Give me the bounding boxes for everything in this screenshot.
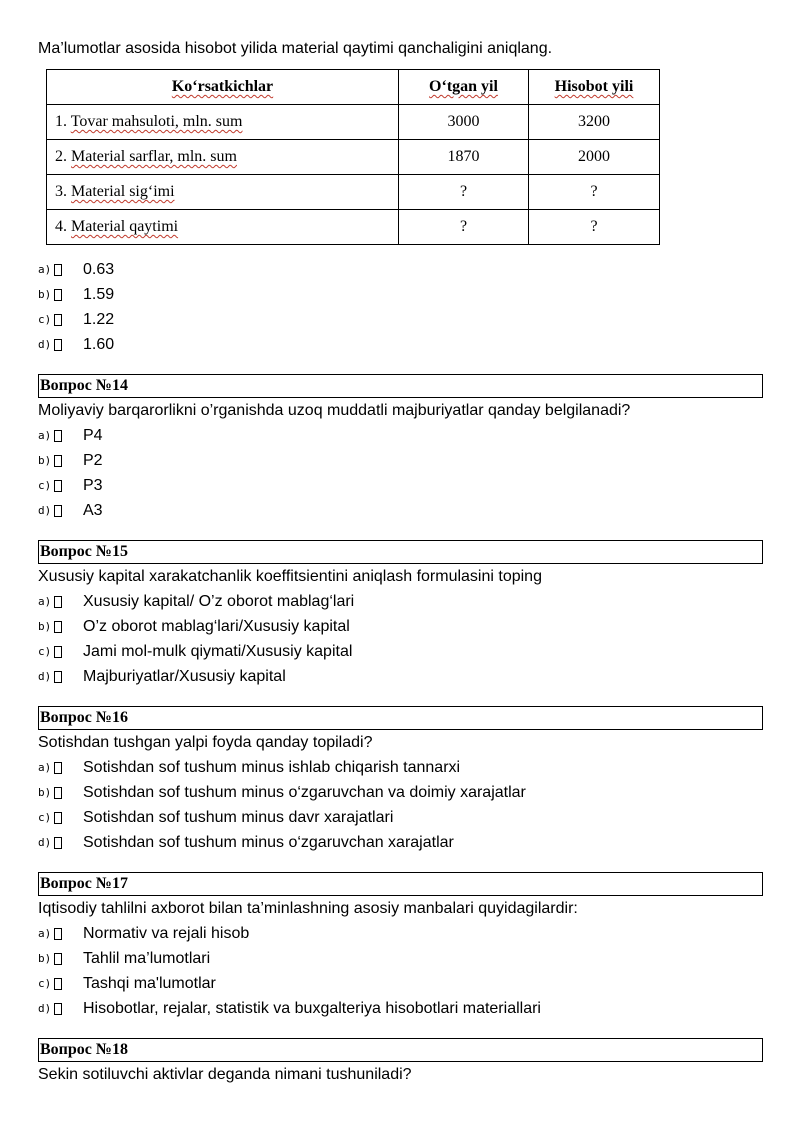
option-letter: c) (38, 645, 52, 658)
answer-option[interactable] (38, 282, 765, 307)
answer-option[interactable] (38, 996, 765, 1021)
checkbox-icon[interactable] (54, 596, 62, 608)
checkbox-icon[interactable] (54, 646, 62, 658)
option-text: 1.60 (83, 335, 115, 353)
option-letter: a) (38, 429, 52, 442)
option-text: Sotishdan sof tushum minus davr xarajatlari (83, 808, 394, 826)
question-text: Moliyaviy barqarorlikni o’rganishda uzoq muddatli majburiyatlar qanday belgilanadi? (38, 402, 631, 419)
table-row (47, 210, 660, 245)
option-letter: b) (38, 620, 52, 633)
row-prev: 1870 (399, 140, 529, 175)
option-letter: a) (38, 927, 52, 940)
row-label: Material qaytimi (71, 218, 179, 235)
row-label: Material sarflar, mln. sum (71, 148, 237, 165)
data-table (46, 69, 660, 245)
row-curr: 2000 (529, 140, 660, 175)
header-report-year: Hisobot yili (554, 78, 634, 95)
checkbox-icon[interactable] (54, 505, 62, 517)
option-letter: d) (38, 504, 52, 517)
document-page (38, 38, 765, 1087)
option-text: Sotishdan sof tushum minus o‘zgaruvchan va doimiy xarajatlar (83, 783, 526, 801)
answer-option[interactable] (38, 830, 765, 855)
option-text: P2 (83, 451, 103, 469)
checkbox-icon[interactable] (54, 812, 62, 824)
row-curr: 3200 (529, 105, 660, 140)
answer-option[interactable] (38, 332, 765, 357)
header-prev-year: O‘tgan yil (429, 78, 498, 95)
intro-question: Ma’lumotlar asosida hisobot yilida material qaytimi qanchaligini aniqlang. (38, 40, 553, 57)
option-letter: c) (38, 479, 52, 492)
answer-option[interactable] (38, 257, 765, 282)
question-header: Вопрос №17 (38, 872, 763, 896)
option-text: 1.22 (83, 310, 115, 328)
row-prev: 3000 (399, 105, 529, 140)
row-curr: ? (529, 210, 660, 245)
answer-option[interactable] (38, 448, 765, 473)
table-row (47, 140, 660, 175)
checkbox-icon[interactable] (54, 314, 62, 326)
option-text: 0.63 (83, 260, 115, 278)
option-text: Sotishdan sof tushum minus ishlab chiqarish tannarxi (83, 758, 461, 776)
row-label: Tovar mahsuloti, mln. sum (70, 113, 243, 130)
answer-option[interactable] (38, 498, 765, 523)
table-row (47, 175, 660, 210)
row-prev: ? (399, 175, 529, 210)
option-text: 1.59 (83, 285, 115, 303)
option-letter: d) (38, 836, 52, 849)
option-letter: c) (38, 313, 52, 326)
option-letter: a) (38, 595, 52, 608)
answer-option[interactable] (38, 614, 765, 639)
checkbox-icon[interactable] (54, 978, 62, 990)
question-header: Вопрос №16 (38, 706, 763, 730)
answer-option[interactable] (38, 780, 765, 805)
option-letter: a) (38, 263, 52, 276)
option-text: Normativ va rejali hisob (83, 924, 250, 942)
intro-options (38, 257, 765, 357)
answer-option[interactable] (38, 473, 765, 498)
question-block-14 (38, 374, 765, 523)
answer-option[interactable] (38, 589, 765, 614)
question-block-17 (38, 872, 765, 1021)
option-text: P4 (83, 426, 103, 444)
answer-option[interactable] (38, 664, 765, 689)
answer-option[interactable] (38, 307, 765, 332)
question-text: Sotishdan tushgan yalpi foyda qanday topiladi? (38, 734, 373, 751)
option-text: A3 (83, 501, 103, 519)
question-text: Xususiy kapital xarakatchanlik koeffitsientini aniqlash formulasini toping (38, 568, 542, 585)
option-text: O’z oborot mablag‘lari/Xususiy kapital (83, 617, 350, 635)
row-label: Material sig‘imi (71, 183, 175, 200)
answer-option[interactable] (38, 755, 765, 780)
option-text: Xususiy kapital/ O’z oborot mablag‘lari (83, 592, 355, 610)
option-letter: d) (38, 338, 52, 351)
option-letter: b) (38, 952, 52, 965)
option-letter: d) (38, 670, 52, 683)
table-header-row (47, 70, 660, 105)
option-text: P3 (83, 476, 103, 494)
option-text: Tahlil ma’lumotlari (83, 949, 211, 967)
checkbox-icon[interactable] (54, 264, 62, 276)
answer-option[interactable] (38, 946, 765, 971)
option-letter: c) (38, 977, 52, 990)
checkbox-icon[interactable] (54, 289, 62, 301)
option-letter: a) (38, 761, 52, 774)
checkbox-icon[interactable] (54, 480, 62, 492)
row-prev: ? (399, 210, 529, 245)
option-text: Jami mol-mulk qiymati/Xususiy kapital (83, 642, 353, 660)
option-text: Majburiyatlar/Xususiy kapital (83, 667, 286, 685)
checkbox-icon[interactable] (54, 837, 62, 849)
answer-option[interactable] (38, 921, 765, 946)
header-indicators: Ko‘rsatkichlar (171, 78, 274, 95)
option-letter: d) (38, 1002, 52, 1015)
answer-option[interactable] (38, 423, 765, 448)
question-header: Вопрос №15 (38, 540, 763, 564)
checkbox-icon[interactable] (54, 430, 62, 442)
row-curr: ? (529, 175, 660, 210)
checkbox-icon[interactable] (54, 339, 62, 351)
row-number: 2. (55, 148, 67, 165)
checkbox-icon[interactable] (54, 928, 62, 940)
option-text: Sotishdan sof tushum minus o‘zgaruvchan xarajatlar (83, 833, 454, 851)
question-text: Sekin sotiluvchi aktivlar deganda nimani tushuniladi? (38, 1066, 412, 1083)
option-letter: c) (38, 811, 52, 824)
checkbox-icon[interactable] (54, 787, 62, 799)
row-number: 4. (55, 218, 67, 235)
question-block-18 (38, 1038, 765, 1086)
question-text: Iqtisodiy tahlilni axborot bilan ta’minlashning asosiy manbalari quyidagilardir: (38, 900, 578, 917)
checkbox-icon[interactable] (54, 621, 62, 633)
table-row (47, 105, 660, 140)
checkbox-icon[interactable] (54, 953, 62, 965)
question-block-16 (38, 706, 765, 855)
row-number: 3. (55, 183, 67, 200)
option-text: Tashqi ma'lumotlar (83, 974, 216, 992)
answer-option[interactable] (38, 971, 765, 996)
checkbox-icon[interactable] (54, 455, 62, 467)
answer-option[interactable] (38, 639, 765, 664)
question-header: Вопрос №14 (38, 374, 763, 398)
question-block-15 (38, 540, 765, 689)
answer-option[interactable] (38, 805, 765, 830)
option-text: Hisobotlar, rejalar, statistik va buxgalteriya hisobotlari materiallari (83, 999, 541, 1017)
option-letter: b) (38, 786, 52, 799)
option-letter: b) (38, 288, 52, 301)
question-header: Вопрос №18 (38, 1038, 763, 1062)
checkbox-icon[interactable] (54, 762, 62, 774)
checkbox-icon[interactable] (54, 671, 62, 683)
option-letter: b) (38, 454, 52, 467)
row-number: 1. (55, 113, 67, 130)
checkbox-icon[interactable] (54, 1003, 62, 1015)
